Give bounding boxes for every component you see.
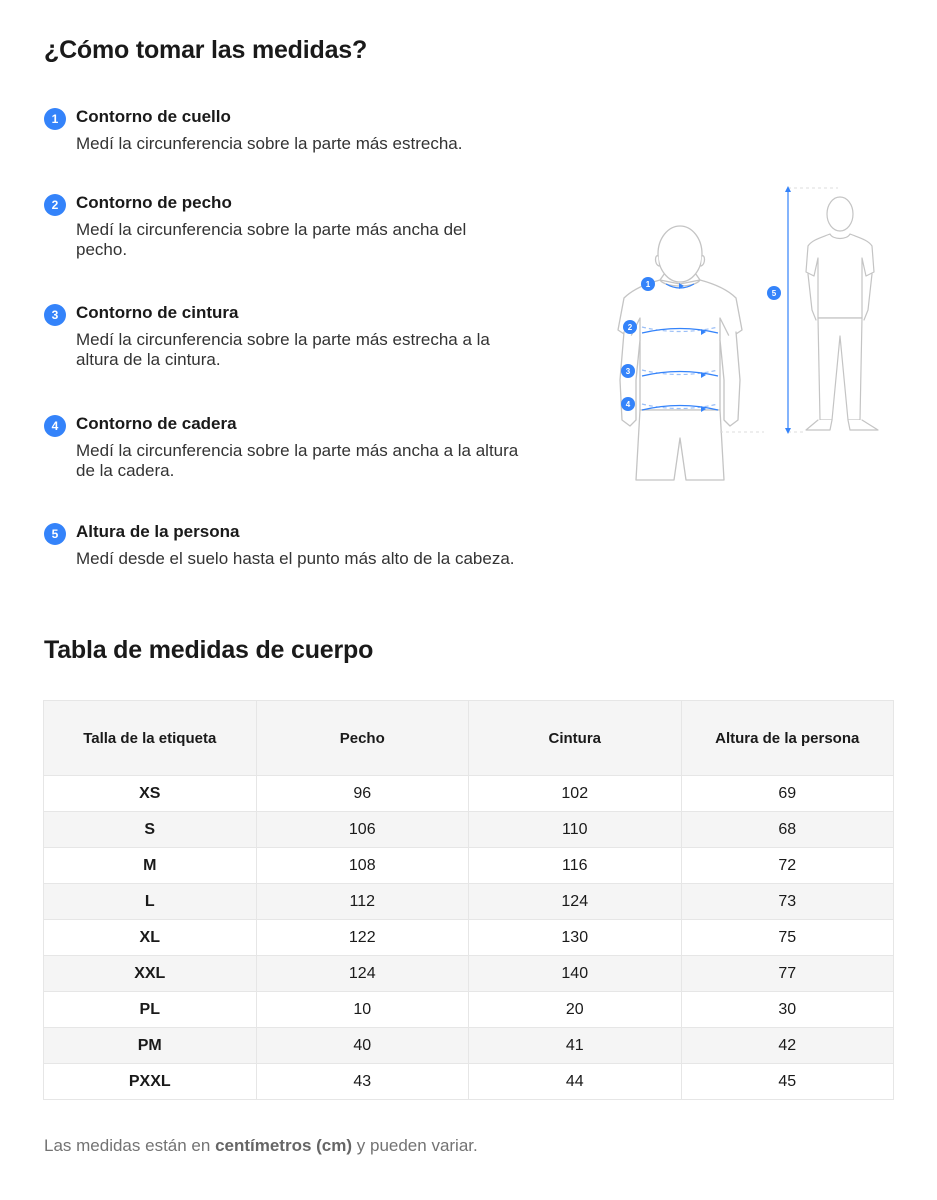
step-description: Medí la circunferencia sobre la parte más ancha del pecho. (76, 220, 467, 259)
svg-text:4: 4 (625, 400, 631, 409)
size-cell: XXL (44, 956, 257, 992)
footnote-text-end: y pueden variar. (352, 1136, 478, 1155)
chest-cell: 10 (256, 992, 469, 1028)
waist-cell: 41 (469, 1028, 682, 1064)
table-row (44, 1064, 894, 1100)
chest-cell: 96 (256, 776, 469, 812)
step-title: Contorno de cintura (76, 303, 239, 322)
header-size-label: Talla de la etiqueta (44, 701, 257, 776)
footnote-units: centímetros (cm) (215, 1136, 353, 1155)
size-cell: XS (44, 776, 257, 812)
header-chest: Pecho (256, 701, 469, 776)
chest-cell: 43 (256, 1064, 469, 1100)
step-number-badge: 2 (44, 194, 66, 216)
size-chart-table (43, 700, 894, 1100)
table-row (44, 812, 894, 848)
table-row (44, 920, 894, 956)
height-cell: 77 (681, 956, 894, 992)
size-cell: S (44, 812, 257, 848)
marker-5 (767, 286, 781, 300)
page-title: ¿Cómo tomar las medidas? (44, 36, 368, 64)
size-cell: PXXL (44, 1064, 257, 1100)
table-row (44, 848, 894, 884)
table-row (44, 776, 894, 812)
marker-1 (641, 277, 655, 291)
table-row (44, 1028, 894, 1064)
waist-cell: 124 (469, 884, 682, 920)
height-cell: 75 (681, 920, 894, 956)
step-title: Altura de la persona (76, 522, 240, 541)
table-row (44, 884, 894, 920)
table-header-row (44, 701, 894, 776)
units-footnote (44, 1136, 478, 1156)
height-cell: 72 (681, 848, 894, 884)
svg-text:2: 2 (627, 323, 633, 332)
step-description: Medí desde el suelo hasta el punto más alto de la cabeza. (76, 549, 515, 568)
height-cell: 73 (681, 884, 894, 920)
chest-cell: 40 (256, 1028, 469, 1064)
size-cell: L (44, 884, 257, 920)
size-cell: PL (44, 992, 257, 1028)
marker-4 (621, 397, 635, 411)
size-cell: PM (44, 1028, 257, 1064)
full-body-figure (806, 197, 878, 430)
height-cell: 42 (681, 1028, 894, 1064)
step-number-badge: 3 (44, 304, 66, 326)
marker-2 (623, 320, 637, 334)
waist-cell: 110 (469, 812, 682, 848)
chest-cell: 108 (256, 848, 469, 884)
waist-cell: 102 (469, 776, 682, 812)
chest-cell: 124 (256, 956, 469, 992)
height-cell: 30 (681, 992, 894, 1028)
height-cell: 69 (681, 776, 894, 812)
waist-cell: 116 (469, 848, 682, 884)
step-number-badge: 5 (44, 523, 66, 545)
height-cell: 45 (681, 1064, 894, 1100)
size-table-title: Tabla de medidas de cuerpo (44, 636, 374, 664)
svg-text:1: 1 (645, 280, 651, 289)
table-row (44, 956, 894, 992)
header-height: Altura de la persona (681, 701, 894, 776)
waist-cell: 140 (469, 956, 682, 992)
height-cell: 68 (681, 812, 894, 848)
waist-cell: 44 (469, 1064, 682, 1100)
marker-3 (621, 364, 635, 378)
step-number-badge: 4 (44, 415, 66, 437)
footnote-text: Las medidas están en (44, 1136, 216, 1155)
step-description: Medí la circunferencia sobre la parte más estrecha a la altura de la cintura. (76, 330, 490, 369)
table-row (44, 992, 894, 1028)
size-cell: XL (44, 920, 257, 956)
header-waist: Cintura (469, 701, 682, 776)
svg-text:5: 5 (771, 289, 777, 298)
step-number-badge: 1 (44, 108, 66, 130)
body-measurement-illustration (600, 180, 900, 490)
chest-cell: 106 (256, 812, 469, 848)
waist-cell: 20 (469, 992, 682, 1028)
step-title: Contorno de pecho (76, 193, 232, 212)
waist-cell: 130 (469, 920, 682, 956)
svg-text:3: 3 (625, 367, 631, 376)
size-cell: M (44, 848, 257, 884)
chest-cell: 122 (256, 920, 469, 956)
step-title: Contorno de cuello (76, 107, 231, 126)
step-description: Medí la circunferencia sobre la parte más ancha a la altura de la cadera. (76, 441, 519, 480)
step-description: Medí la circunferencia sobre la parte más estrecha. (76, 134, 463, 153)
step-title: Contorno de cadera (76, 414, 237, 433)
upper-body-figure (618, 226, 742, 480)
chest-cell: 112 (256, 884, 469, 920)
